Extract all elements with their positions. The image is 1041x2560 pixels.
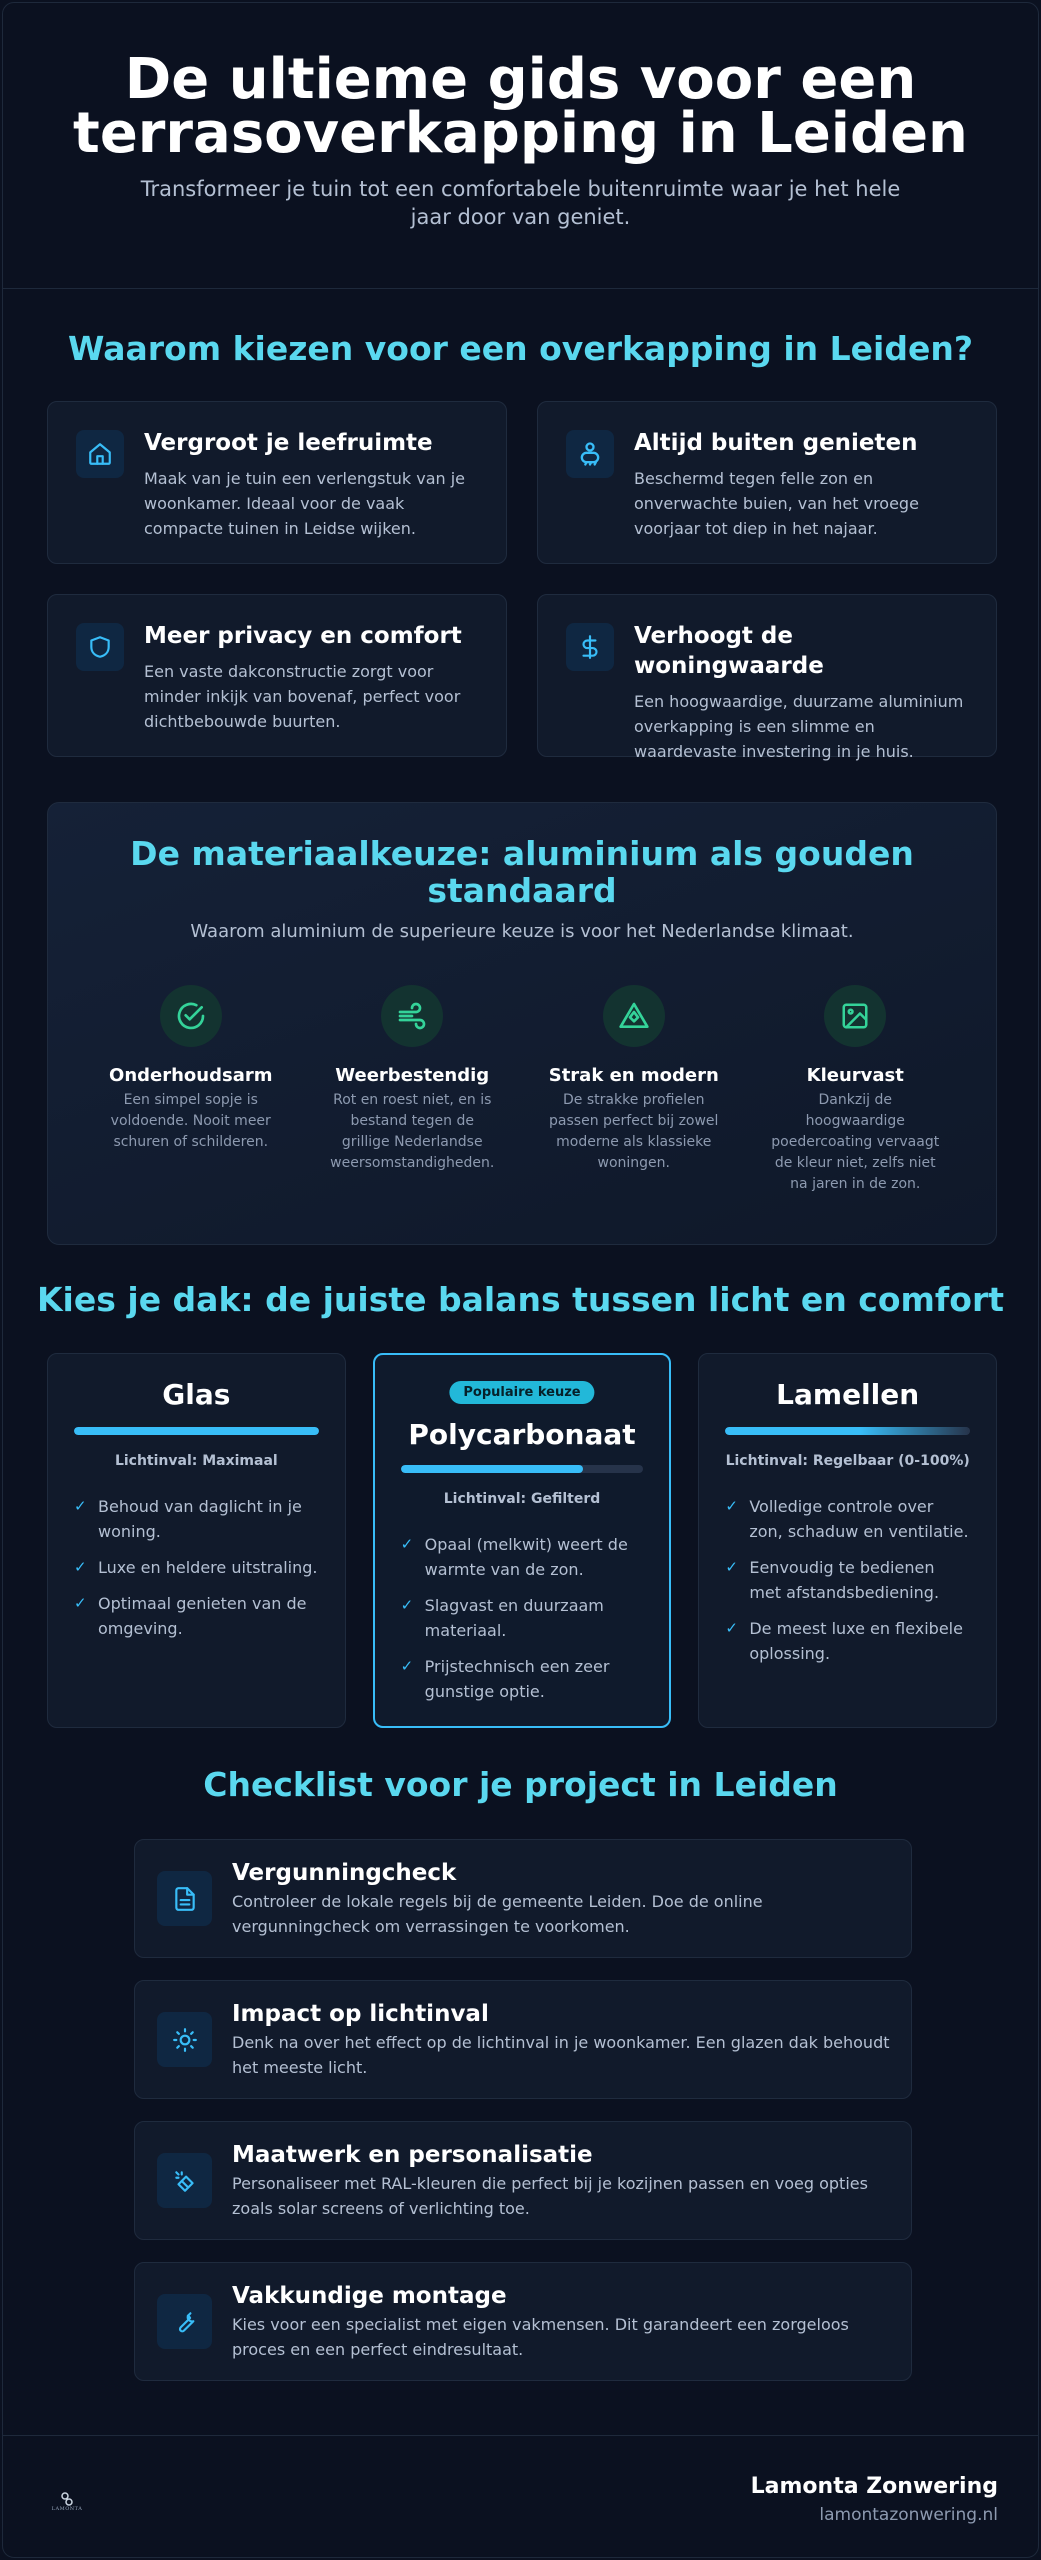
light-bar <box>74 1427 319 1435</box>
point-text: Luxe en heldere uitstraling. <box>98 1558 318 1577</box>
material-item <box>523 985 745 1195</box>
check-icon: ✓ <box>400 1596 414 1614</box>
list-item <box>401 1593 644 1643</box>
light-label: Lichtinval: Maximaal <box>114 1453 278 1469</box>
light-bar-fill <box>725 1427 970 1435</box>
material-item <box>745 985 967 1195</box>
brand-logo[interactable] <box>43 2492 91 2526</box>
check-icon: ✓ <box>725 1619 738 1637</box>
roof-card-lamellen <box>698 1353 997 1728</box>
check-icon: ✓ <box>725 1558 738 1576</box>
materials-section <box>47 802 997 1245</box>
light-bar <box>725 1427 970 1435</box>
material-item <box>80 985 302 1195</box>
wind-icon <box>381 985 443 1047</box>
checklist-item-title: Impact op lichtinval <box>232 2001 489 2027</box>
popular-badge: Populaire keuze <box>449 1381 594 1404</box>
checklist-item-text: Denk na over het effect op de lichtinval in je woonkamer. Een glazen dak behoudt het meeste licht. <box>232 2033 890 2077</box>
logo-mark-icon <box>43 2492 91 2506</box>
logo-word: LAMONTA <box>51 2506 83 2512</box>
checklist-item <box>134 1839 912 1958</box>
benefit-text: Beschermd tegen felle zon en onverwachte buien, van het vroege voorjaar tot diep in het najaar. <box>634 469 919 538</box>
document-icon <box>157 1871 212 1926</box>
checklist-item <box>134 2262 912 2381</box>
materials-title: De materiaalkeuze: aluminium als gouden standaard <box>130 834 914 910</box>
material-text: Een simpel sopje is voldoende. Nooit meer schuren of schilderen. <box>110 1092 271 1150</box>
point-text: Slagvast en duurzaam materiaal. <box>424 1596 604 1640</box>
material-title: Strak en modern <box>548 1065 719 1086</box>
benefit-card <box>47 401 507 564</box>
materials-grid <box>80 985 966 1195</box>
point-text: Prijstechnisch een zeer gunstige optie. <box>424 1657 610 1701</box>
benefit-title: Altijd buiten genieten <box>634 430 918 456</box>
check-icon: ✓ <box>725 1497 738 1515</box>
material-item <box>302 985 524 1195</box>
title-line-1: De ultieme gids voor een <box>124 47 917 112</box>
sun-rain-icon <box>566 430 614 478</box>
benefit-title: Vergroot je leefruimte <box>144 430 433 456</box>
checklist-title: Checklist voor je project in Leiden <box>203 1765 838 1804</box>
light-bar <box>401 1465 644 1473</box>
list-item <box>74 1494 319 1544</box>
benefit-card <box>47 594 507 757</box>
material-title: Onderhoudsarm <box>109 1065 273 1086</box>
material-text: Rot en roest niet, en is bestand tegen de grillige Nederlandse weersomstandigheden. <box>330 1092 495 1171</box>
point-text: Eenvoudig te bedienen met afstandsbediening. <box>749 1558 940 1602</box>
list-item <box>74 1591 319 1641</box>
checklist-item <box>134 2121 912 2240</box>
checklist-item <box>134 1980 912 2099</box>
materials-subtitle: Waarom aluminium de superieure keuze is voor het Nederlandse klimaat. <box>190 921 854 942</box>
roof-card-polycarbonaat <box>373 1353 672 1728</box>
title-line-2: terrasoverkapping in Leiden <box>73 101 968 166</box>
roof-points <box>74 1494 319 1641</box>
house-icon <box>76 430 124 478</box>
sun-icon <box>157 2012 212 2067</box>
checklist-item-title: Vergunningcheck <box>232 1860 457 1886</box>
list-item <box>74 1555 319 1580</box>
benefit-card <box>537 594 997 761</box>
check-icon: ✓ <box>74 1594 87 1612</box>
benefit-text: Een vaste dakconstructie zorgt voor minder inkijk van bovenaf, perfect voor dichtbebouwde buurten. <box>144 662 461 731</box>
check-circle-icon <box>160 985 222 1047</box>
light-bar-fill <box>74 1427 319 1435</box>
image-icon <box>824 985 886 1047</box>
check-icon: ✓ <box>400 1657 414 1675</box>
roof-card-glas <box>47 1353 346 1728</box>
material-text: De strakke profielen passen perfect bij zowel moderne als klassieke woningen. <box>549 1092 719 1171</box>
material-text: Dankzij de hoogwaardige poedercoating vervaagt de kleur niet, zelfs niet na jaren in de zon. <box>771 1092 940 1192</box>
brand-block <box>751 2474 998 2525</box>
list-item <box>401 1654 644 1704</box>
list-item <box>725 1494 970 1544</box>
checklist-item-title: Vakkundige montage <box>232 2283 507 2309</box>
wrench-icon <box>157 2294 212 2349</box>
brand-name: Lamonta Zonwering <box>750 2474 998 2499</box>
shield-icon <box>76 623 124 671</box>
benefit-title: Verhoogt de woningwaarde <box>634 623 824 679</box>
paint-icon <box>157 2153 212 2208</box>
benefit-text: Maak van je tuin een verlengstuk van je woonkamer. Ideaal voor de vaak compacte tuinen in Leidse wijken. <box>144 469 466 538</box>
material-title: Kleurvast <box>806 1065 904 1086</box>
roof-title: Polycarbonaat <box>408 1418 636 1451</box>
roof-points <box>401 1532 644 1704</box>
checklist-item-text: Controleer de lokale regels bij de gemeente Leiden. Doe de online vergunningcheck om verrassingen te voorkomen. <box>232 1892 763 1936</box>
roofs-title: Kies je dak: de juiste balans tussen licht en comfort <box>36 1280 1004 1319</box>
roof-title: Lamellen <box>776 1378 920 1411</box>
material-title: Weerbestendig <box>335 1065 490 1086</box>
light-label: Lichtinval: Regelbaar (0-100%) <box>725 1453 970 1469</box>
benefits-title: Waarom kiezen voor een overkapping in Leiden? <box>67 329 974 368</box>
list-item <box>401 1532 644 1582</box>
roof-points <box>725 1494 970 1666</box>
point-text: De meest luxe en flexibele oplossing. <box>749 1619 963 1663</box>
checklist <box>134 1839 912 2403</box>
page-title <box>3 47 1038 166</box>
check-icon: ✓ <box>74 1558 87 1576</box>
list-item <box>725 1555 970 1605</box>
point-text: Optimaal genieten van de omgeving. <box>98 1594 307 1638</box>
roofs-grid <box>47 1353 997 1728</box>
benefit-text: Een hoogwaardige, duurzame aluminium overkapping is een slimme en waardevaste investering in je huis. <box>634 692 964 761</box>
point-text: Behoud van daglicht in je woning. <box>98 1497 302 1541</box>
page-subtitle: Transformeer je tuin tot een comfortabele buitenruimte waar je het hele jaar door van geniet. <box>140 177 901 229</box>
point-text: Volledige controle over zon, schaduw en ventilatie. <box>749 1497 969 1541</box>
point-text: Opaal (melkwit) weert de warmte van de zon. <box>424 1535 628 1579</box>
benefits-grid <box>47 401 997 761</box>
hero <box>3 3 1038 289</box>
benefit-title: Meer privacy en comfort <box>144 623 462 649</box>
triangle-icon <box>603 985 665 1047</box>
check-icon: ✓ <box>400 1535 414 1553</box>
dollar-icon <box>566 623 614 671</box>
checklist-item-text: Personaliseer met RAL-kleuren die perfect bij je kozijnen passen en voeg opties zoals solar screens of verlichting toe. <box>232 2174 868 2218</box>
brand-url[interactable]: lamontazonwering.nl <box>819 2505 998 2525</box>
page <box>2 2 1039 2558</box>
benefit-card <box>537 401 997 564</box>
check-icon: ✓ <box>74 1497 87 1515</box>
light-bar-fill <box>401 1465 583 1473</box>
checklist-item-text: Kies voor een specialist met eigen vakmensen. Dit garandeert een zorgeloos proces en een perfect eindresultaat. <box>232 2315 849 2359</box>
checklist-item-title: Maatwerk en personalisatie <box>232 2142 593 2168</box>
footer <box>3 2435 1038 2558</box>
roof-title: Glas <box>162 1378 231 1411</box>
light-label: Lichtinval: Gefilterd <box>443 1491 601 1507</box>
list-item <box>725 1616 970 1666</box>
